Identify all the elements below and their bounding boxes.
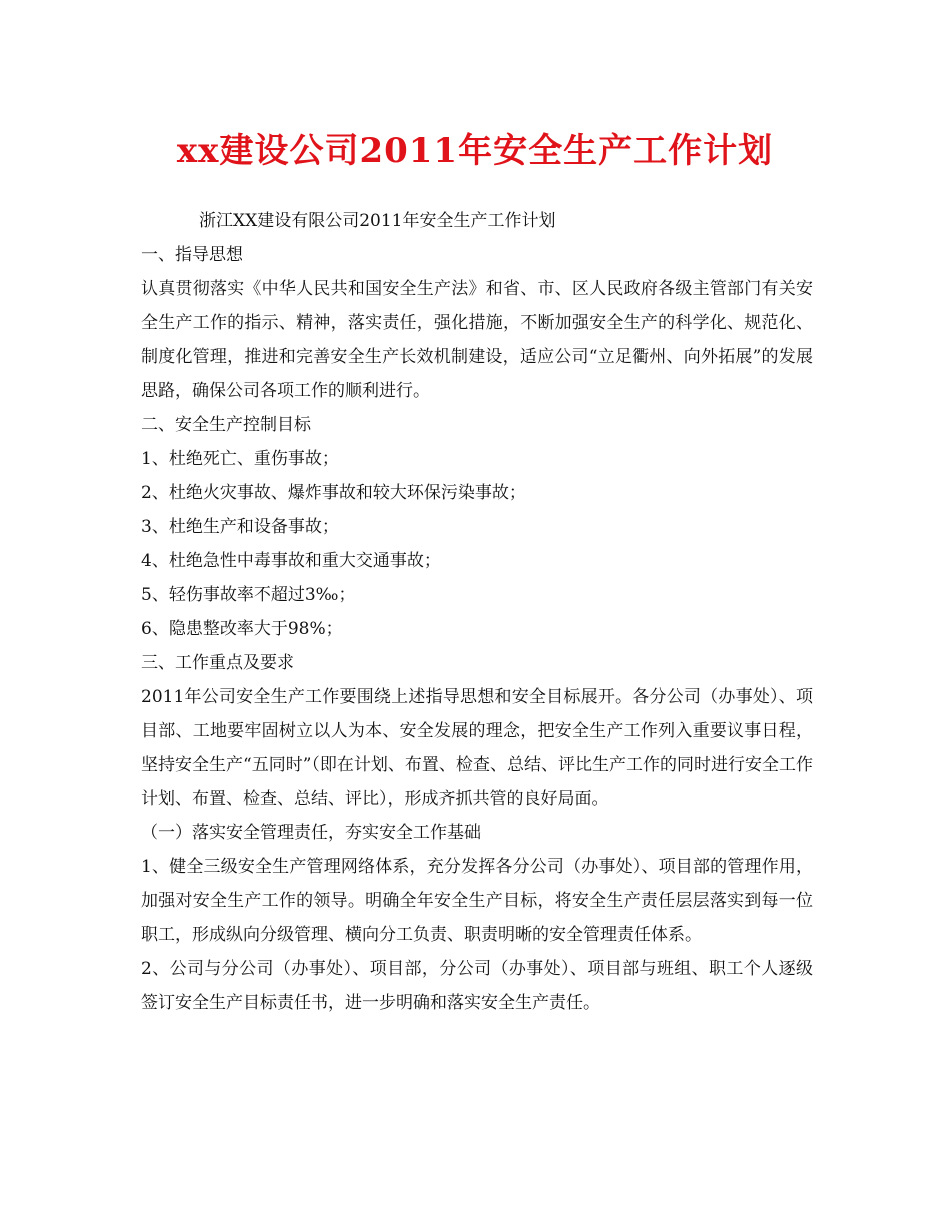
list-item: 3、杜绝生产和设备事故； [141, 517, 339, 537]
section-heading-guiding-ideology: 一、指导思想 [141, 245, 243, 265]
document-body [141, 204, 813, 1020]
list-item: 2、公司与分公司（办事处）、项目部，分公司（办事处）、项目部与班组、职工个人逐级签订安全生产目标责任书，进一步明确和落实安全生产责任。 [141, 959, 813, 1013]
document-subtitle: 浙江XX建设有限公司2011年安全生产工作计划 [199, 211, 556, 231]
subsection-heading: （一）落实安全管理责任，夯实安全工作基础 [141, 823, 481, 843]
list-item: 6、隐患整改率大于98%； [141, 619, 343, 639]
list-item: 1、健全三级安全生产管理网络体系，充分发挥各分公司（办事处）、项目部的管理作用，加强对安全生产工作的领导。明确全年安全生产目标，将安全生产责任层层落实到每一位职工，形成纵向分级管理、横向分工负责、职责明晰的安全管理责任体系。 [141, 857, 813, 945]
section-heading-control-targets: 二、安全生产控制目标 [141, 415, 311, 435]
document-title: xx建设公司2011年安全生产工作计划 [176, 131, 774, 171]
list-item: 5、轻伤事故率不超过3‰； [141, 585, 356, 605]
list-item: 1、杜绝死亡、重伤事故； [141, 449, 339, 469]
section-heading-work-focus: 三、工作重点及要求 [141, 653, 294, 673]
list-item: 2、杜绝火灾事故、爆炸事故和较大环保污染事故； [141, 483, 526, 503]
list-item: 4、杜绝急性中毒事故和重大交通事故； [141, 551, 441, 571]
paragraph: 2011年公司安全生产工作要围绕上述指导思想和安全目标展开。各分公司（办事处）、项目部、工地要牢固树立以人为本、安全发展的理念，把安全生产工作列入重要议事日程，坚持安全生产“五同时”（即在计划、布置、检查、总结、评比生产工作的同时进行安全工作计划、布置、检查、总结、评比），形成齐抓共管的良好局面。 [141, 687, 813, 809]
paragraph: 认真贯彻落实《中华人民共和国安全生产法》和省、市、区人民政府各级主管部门有关安全生产工作的指示、精神，落实责任，强化措施，不断加强安全生产的科学化、规范化、制度化管理，推进和完善安全生产长效机制建设，适应公司“立足衢州、向外拓展”的发展思路，确保公司各项工作的顺利进行。 [141, 279, 813, 401]
